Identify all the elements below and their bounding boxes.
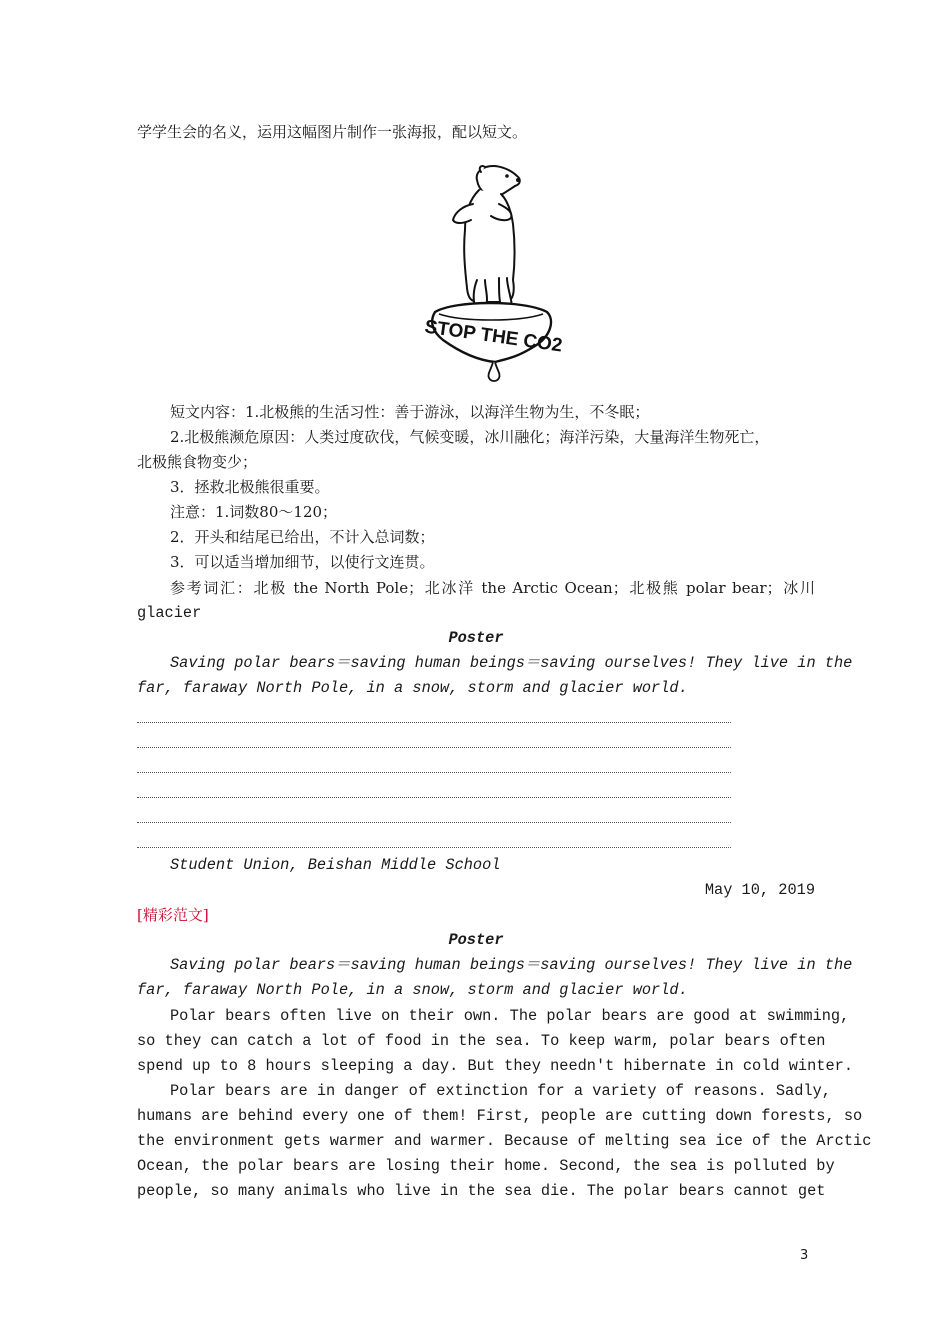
- sample-heading: [精彩范文]: [137, 906, 209, 924]
- sample-paragraph-1-line: Polar bears often live on their own. The polar bears are good at swimming,: [170, 1007, 850, 1025]
- poster-signature: Student Union, Beishan Middle School: [170, 856, 501, 874]
- poster-date: May 10, 2019: [704, 881, 815, 899]
- poster-opening-line-1: Saving polar bears＝saving human beings＝saving ourselves! They live in the: [170, 654, 853, 672]
- sample-paragraph-2-line: the environment gets warmer and warmer. Because of melting sea ice of the Arctic: [137, 1132, 872, 1150]
- page-number: 3: [800, 1248, 809, 1263]
- blank-writing-line: [137, 772, 731, 773]
- sample-paragraph-2-line: people, so many animals who live in the sea die. The polar bears cannot get: [137, 1182, 826, 1200]
- poster-title: Poster: [448, 629, 504, 647]
- content-item-1: 短文内容：1.北极熊的生活习性：善于游泳，以海洋生物为生，不冬眠；: [170, 403, 650, 421]
- note-1: 注意：1.词数80～120；: [170, 503, 338, 521]
- blank-writing-line: [137, 747, 731, 748]
- intro-text: 学学生会的名义，运用这幅图片制作一张海报，配以短文。: [137, 123, 528, 141]
- sample-paragraph-2-line: Ocean, the polar bears are losing their home. Second, the sea is polluted by: [137, 1157, 835, 1175]
- sample-paragraph-2-line: humans are behind every one of them! First, people are cutting down forests, so: [137, 1107, 863, 1125]
- blank-writing-line: [137, 797, 731, 798]
- sample-title: Poster: [448, 931, 504, 949]
- content-item-2: 2.北极熊濒危原因：人类过度砍伐，气候变暖，冰川融化；海洋污染，大量海洋生物死亡，: [170, 428, 770, 446]
- note-2: 2．开头和结尾已给出，不计入总词数；: [170, 528, 435, 546]
- blank-writing-line: [137, 822, 731, 823]
- content-item-2-cont: 北极熊食物变少；: [137, 453, 258, 471]
- vocab-line-2: glacier: [137, 604, 202, 622]
- logo-text: STOP THE CO2: [423, 316, 564, 357]
- content-item-3: 3．拯救北极熊很重要。: [170, 478, 330, 496]
- sample-opening-line-2: far, faraway North Pole, in a snow, storm and glacier world.: [137, 981, 688, 999]
- vocab-line-1: 参考词汇：北极 the North Pole；北冰洋 the Arctic Ocean；北极熊 polar bear；冰川: [170, 579, 815, 597]
- polar-bear-icon: [415, 150, 565, 388]
- sample-paragraph-2-line: Polar bears are in danger of extinction for a variety of reasons. Sadly,: [170, 1082, 831, 1100]
- sample-paragraph-1-line: so they can catch a lot of food in the sea. To keep warm, polar bears often: [137, 1032, 826, 1050]
- blank-writing-line: [137, 722, 731, 723]
- polar-bear-illustration: [415, 150, 565, 388]
- sample-paragraph-1-line: spend up to 8 hours sleeping a day. But they needn't hibernate in cold winter.: [137, 1057, 854, 1075]
- poster-opening-line-2: far, faraway North Pole, in a snow, storm and glacier world.: [137, 679, 688, 697]
- blank-writing-line: [137, 847, 731, 848]
- sample-opening-line-1: Saving polar bears＝saving human beings＝saving ourselves! They live in the: [170, 956, 853, 974]
- note-3: 3．可以适当增加细节，以使行文连贯。: [170, 553, 435, 571]
